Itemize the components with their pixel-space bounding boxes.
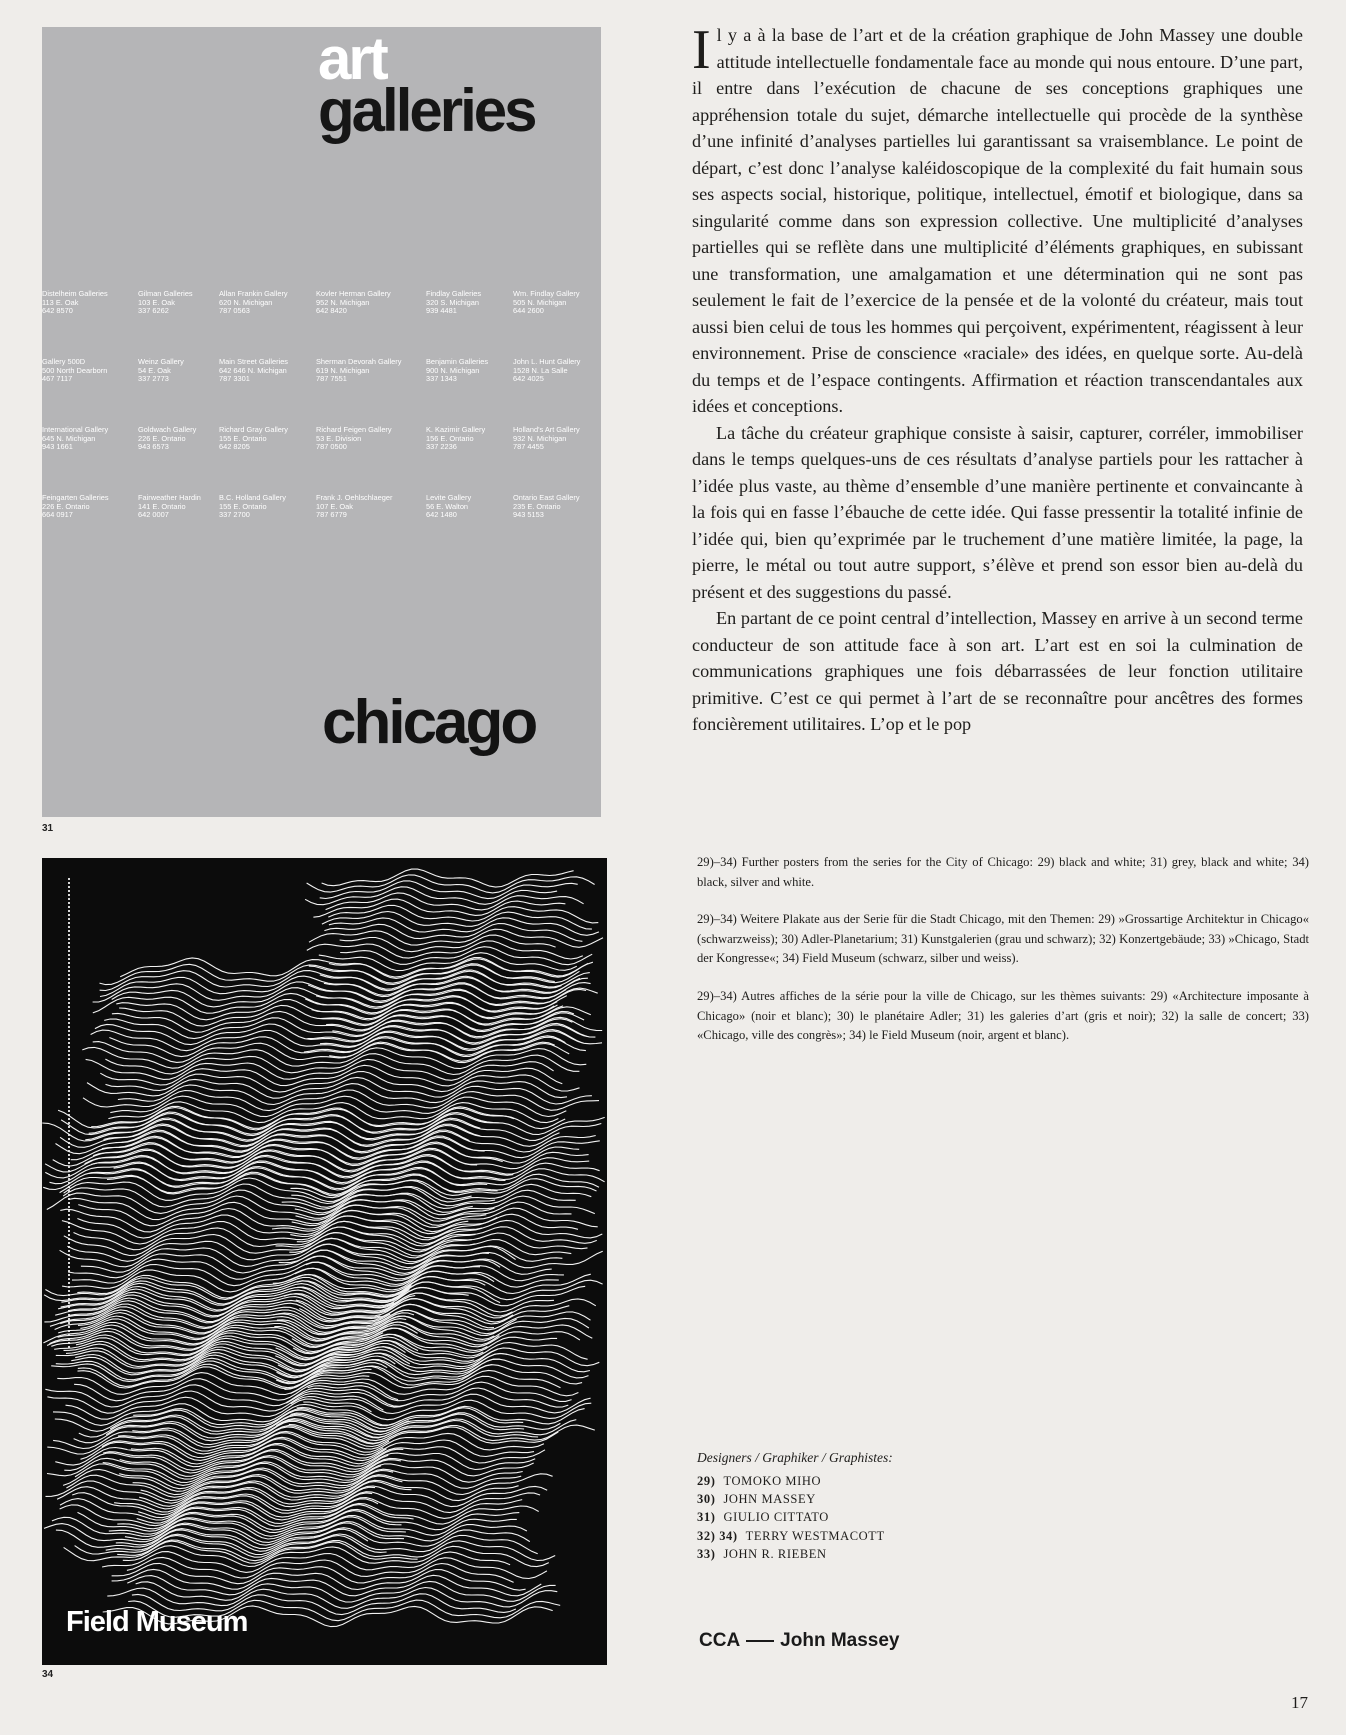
credit-number: 33) [697, 1546, 716, 1561]
gallery-entry: B.C. Holland Gallery 155 E. Ontario 337 2700 [219, 493, 286, 520]
footer-publisher: CCA [699, 1630, 741, 1651]
contour-line [340, 935, 556, 952]
footer-label [699, 1630, 900, 1652]
gallery-entry: Sherman Devorah Gallery 619 N. Michigan 787 7551 [316, 357, 402, 384]
poster-field-museum [42, 858, 607, 1665]
contour-line [100, 976, 580, 997]
contour-line [64, 1233, 472, 1256]
caption-french: 29)–34) Autres affiches de la série pour la ville de Chicago, sur les thèmes suivants: 29) «Architecture imposante à Chicago» (noir et blanc); 30) le planétaire Adler; 31) les galeries d’art (gris et noir); 32) la salle de concert; 33) «Chicago, ville des congrès»; 34) le Field Museum (noir, argent et blanc). [697, 988, 1309, 1043]
gallery-entry: Feingarten Galleries 226 E. Ontario 664 0917 [42, 493, 109, 520]
gallery-entry: Allan Frankin Gallery 620 N. Michigan 787 0563 [219, 289, 288, 316]
gallery-entry: Benjamin Galleries 900 N. Michigan 337 1343 [426, 357, 489, 384]
caption-english: 29)–34) Further posters from the series for the City of Chicago: 29) black and white; 31) grey, black and white; 34) black, silver and white. [697, 855, 1309, 889]
contour-line [276, 1365, 582, 1384]
gallery-entry: John L. Hunt Gallery 1528 N. La Salle 642 4025 [513, 357, 581, 384]
gallery-entry: Frank J. Oehlschlaeger 107 E. Oak 787 6779 [316, 493, 393, 520]
credit-row [697, 1545, 1097, 1563]
article-body [692, 19, 1303, 738]
credit-number: 31) [697, 1510, 716, 1525]
contour-line [100, 964, 580, 985]
poster-title [318, 27, 535, 144]
credit-row [697, 1490, 1097, 1508]
gallery-entry: Wm. Findlay Gallery 505 N. Michigan 644 2600 [513, 289, 580, 316]
drop-cap: I [692, 19, 711, 81]
gallery-entry: Weinz Gallery 54 E. Oak 337 2773 [138, 357, 184, 384]
poster-city: chicago [322, 688, 536, 757]
contour-line [295, 1268, 559, 1287]
contour-line [297, 1286, 585, 1305]
gallery-entry: Goldwach Gallery 226 E. Ontario 943 6573 [138, 425, 197, 452]
gallery-entry: Gilman Galleries 103 E. Oak 337 6262 [138, 289, 193, 316]
gallery-entry: Levite Gallery 56 E. Walton 642 1480 [426, 493, 472, 520]
credit-number: 30) [697, 1492, 716, 1507]
gallery-entry: Main Street Galleries 642 646 N. Michigan 787 3301 [219, 357, 289, 384]
contour-line [120, 958, 588, 979]
contour-line [119, 1005, 563, 1026]
footer-subject: John Massey [780, 1630, 900, 1651]
credits-heading: Designers / Graphiker / Graphistes: [697, 1450, 893, 1465]
article-paragraph: La tâche du créateur graphique consiste à saisir, capturer, corréler, immobiliser dans le temps quelques-uns de ces résultats d’analyse partiels pour les rattacher à l’idée plus vaste, au thème d’ensemble d’une manière pertinente et convaincante à la fois qui en fasse l’ébauche de cette idée. Qui fasse pressentir la totalité infinie de l’idée qui, bien qu’exprimée par le truchement d’une matière limitée, la page, la pierre, le métal ou tout autre support, s’élève et prend son essor bien au-delà du présent et des suggestions du passé. [692, 422, 1303, 602]
gallery-entry: Holland's Art Gallery 932 N. Michigan 787 4455 [513, 425, 580, 452]
article-paragraph: En partant de ce point central d’intellection, Massey en arrive à un second terme conducteur de son attitude face à son art. L’art est en soi la culmination de communications graphiques une fois débarrassées de leur fonction utilitaire primitive. C’est ce qui permet à l’art de se reconnaître pour ancêtres des formes foncièrement utilitaires. L’op et le pop [692, 608, 1303, 734]
gallery-entry: Findlay Galleries 320 S. Michigan 939 4481 [426, 289, 482, 316]
contour-illustration [42, 858, 607, 1665]
contour-line [64, 1178, 472, 1202]
plate-number-34: 34 [42, 1669, 54, 1680]
gallery-entry: Distelheim Galleries 113 E. Oak 642 8570 [42, 289, 108, 316]
credit-number: 29) [697, 1474, 716, 1488]
contour-line [118, 1084, 592, 1105]
gallery-entry: Ontario East Gallery 235 E. Ontario 943 5153 [513, 493, 580, 520]
plate-number-31: 31 [42, 823, 54, 834]
gallery-entry: Richard Gray Gallery 155 E. Ontario 642 8205 [219, 425, 288, 452]
article-paragraph-text: l y a à la base de l’art et de la création graphique de John Massey une double attitude intellectuelle fondamentale face au monde qui nous entoure. D’une part, il entre dans l’exécution de chacune de ses conceptions graphiques une appréhension totale du sujet, démarche intellectuelle qui procède de la synthèse d’une infinité d’analyses partielles lui garantissant sa vraisemblance. Le point de départ, c’est donc l’analyse kaléidoscopique de la complexité du fait humain sous ses aspects social, historique, politique, intellectuel, émotif et biologique, dans sa singularité comme dans son expression collective. Une multiplicité d’analyses partielles qui se reflète dans une multiplicité d’éléments graphiques, en subissant une transformation, une amalgamation et une détermination qui ne sont pas seulement le fait de l’exercice de la pensée et de la volonté du créateur, mais tout aussi bien celui de tous les hommes qui perçoivent, expérimentent, réagissent à leur environnement. Prise de conscience «raciale» des idées, en quelque sorte. Au-delà du temps et de l’espace contingents. Affirmation et réaction transcendantales aux idées et conceptions. [692, 25, 1303, 416]
caption-german: 29)–34) Weitere Plakate aus der Serie für die Stadt Chicago, mit den Themen: 29) »Grossartige Architektur in Chicago« (schwarzweiss); 30) Adler-Planetarium; 31) Kunstgalerien (grau und schwarz); 32) Konzertgebäude; 33) »Chicago, Stadt der Kongresse«; 34) Field Museum (schwarz, silber und weiss). [697, 912, 1309, 966]
contour-line [102, 1437, 534, 1458]
credit-name: JOHN MASSEY [723, 1492, 816, 1507]
page-number: 17 [1291, 1693, 1308, 1712]
captions-block [697, 853, 1309, 1064]
credit-row [697, 1508, 1097, 1526]
contour-line [60, 1172, 498, 1196]
contour-line [286, 1388, 568, 1407]
credit-row [697, 1472, 1097, 1490]
contour-line [87, 1077, 567, 1098]
contour-line [322, 912, 592, 930]
poster-museum-title: Field Museum [66, 1606, 248, 1638]
gallery-entry: Richard Feigen Gallery 53 E. Division 787 0500 [316, 425, 392, 452]
contour-line [83, 1090, 599, 1111]
credit-name: TOMOKO MIHO [723, 1474, 822, 1488]
credit-row [697, 1527, 1097, 1545]
contour-line [51, 1334, 483, 1358]
contour-line [136, 1581, 556, 1602]
contour-line [308, 1382, 572, 1401]
designer-credits [697, 1450, 1097, 1563]
poster-art-galleries [42, 27, 601, 817]
gallery-entry: International Gallery 645 N. Michigan 943 1661 [42, 425, 109, 452]
credit-number: 32) 34) [697, 1528, 738, 1543]
poster-title-line1: art [318, 27, 386, 92]
contour-line [328, 905, 598, 923]
footer-rule [746, 1640, 774, 1642]
poster-title-line2: galleries [318, 77, 535, 144]
credit-name: TERRY WESTMACOTT [745, 1528, 885, 1543]
contour-line [127, 1575, 541, 1596]
contour-line [309, 929, 603, 947]
article-paragraph [692, 19, 1303, 420]
credit-name: GIULIO CITTATO [723, 1510, 829, 1525]
gallery-list [42, 290, 601, 562]
gallery-entry: Gallery 500D 500 North Dearborn 467 7117 [42, 357, 108, 384]
contour-line [78, 1202, 486, 1226]
contour-line [45, 1385, 411, 1407]
credit-name: JOHN R. RIEBEN [723, 1546, 827, 1561]
contour-line [49, 1328, 487, 1352]
contour-line [100, 970, 562, 991]
contour-line [133, 1408, 523, 1429]
contour-line [102, 1552, 510, 1573]
gallery-entry: K. Kazimir Gallery 156 E. Ontario 337 2236 [426, 425, 486, 452]
gallery-entry: Kovler Herman Gallery 952 N. Michigan 642 8420 [316, 289, 391, 316]
gallery-entry: Fairweather Hardin 141 E. Ontario 642 0007 [138, 493, 201, 520]
contour-line [320, 881, 578, 899]
